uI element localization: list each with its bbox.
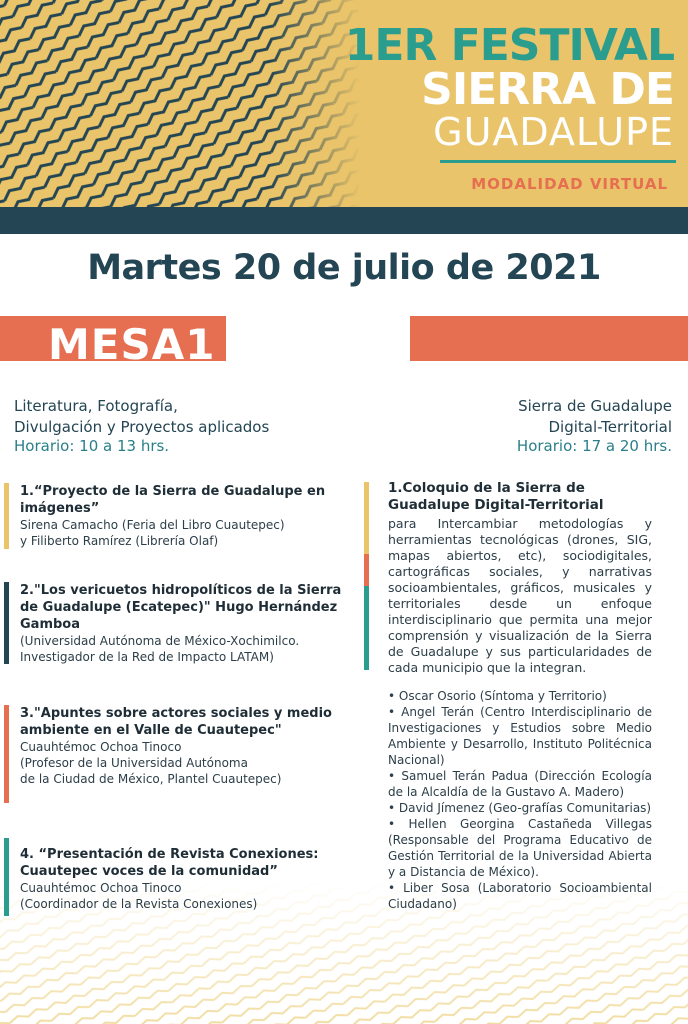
mesa2-topic-line-1: Sierra de Guadalupe (518, 397, 672, 415)
coloquio-accent-teal (364, 586, 369, 670)
participant-2: • Angel Terán (Centro Interdisciplinario de Investigaciones y Estudios sobre Medio Ambiente y Desarrollo, Instituto Politécnica Nacional) (388, 705, 652, 767)
coloquio-accent-coral (364, 554, 369, 586)
mesa2-label: MESA2 (422, 320, 590, 361)
mesa2-horario: Horario: 17 a 20 hrs. (516, 437, 672, 455)
mesa2-topic-line-2: Digital-Territorial (548, 418, 672, 436)
coloquio-title: 1.Coloquio de la Sierra de Guadalupe Digital-Territorial (388, 480, 604, 513)
festival-title-line-2: SIERRA DE (421, 64, 674, 115)
coloquio-description: para Intercambiar metodologías y herramientas tecnológicas (drones, SIG, mapas abiertos, etc), sociodigitales, cartográficas sociales, y narrativas socioambientales, gráficos, musicales y territoriales desde un enfoque interdisciplinario que permita una mejor comprensión y visualización de la Sierra de Guadalupe y sus particularidades de cada municipio que la integran. (388, 516, 652, 675)
title-divider (440, 160, 676, 163)
participant-4: • David Jímenez (Geo-grafías Comunitarias) (388, 801, 652, 815)
mesa1-item-3 (20, 705, 350, 787)
item-3-accent-bar (4, 705, 9, 803)
mesa1-topic (14, 396, 334, 438)
item-3-title: 3."Apuntes sobre actores sociales y medio ambiente en el Valle de Cuautepec" (20, 706, 332, 738)
mesa1-item-4 (20, 846, 350, 912)
item-1-line-2: y Filiberto Ramírez (Librería Olaf) (20, 534, 219, 548)
festival-title-line-1: 1ER FESTIVAL (344, 20, 674, 71)
participant-6: • Liber Sosa (Laboratorio Socioambiental Ciudadano) (388, 881, 652, 911)
mesa2-topic (372, 396, 672, 438)
mesa1-topic-line-1: Literatura, Fotografía, (14, 397, 178, 415)
mesa1-item-2 (20, 582, 350, 665)
item-1-title: 1.“Proyecto de la Sierra de Guadalupe en imágenes” (20, 484, 326, 516)
item-4-title: 4. “Presentación de Revista Conexiones: Cuautepec voces de la comunidad” (20, 847, 319, 879)
item-3-line-2: (Profesor de la Universidad Autónoma (20, 756, 248, 770)
mesa1-label: MESA1 (48, 320, 216, 361)
item-2-line-2: Investigador de la Red de Impacto LATAM) (20, 650, 274, 664)
mesa1-horario: Horario: 10 a 13 hrs. (14, 437, 170, 455)
participants-list (388, 688, 652, 912)
coloquio-block (388, 480, 652, 676)
festival-title-line-3: GUADALUPE (433, 110, 674, 154)
mesa1-topic-line-2: Divulgación y Proyectos aplicados (14, 418, 270, 436)
item-2-title: 2."Los vericuetos hidropolíticos de la Sierra de Guadalupe (Ecatepec)" Hugo Hernández Gamboa (20, 583, 342, 632)
item-4-accent-bar (4, 838, 9, 916)
item-4-line-2: (Coordinador de la Revista Conexiones) (20, 897, 258, 911)
mesa2-label-bar (410, 316, 688, 361)
item-3-line-1: Cuauhtémoc Ochoa Tinoco (20, 740, 182, 754)
header-banner (0, 0, 688, 210)
item-1-accent-bar (4, 483, 9, 549)
coloquio-accent-yellow (364, 482, 369, 554)
mesa1-label-bar (0, 316, 226, 361)
zigzag-pattern (0, 0, 360, 210)
participant-1: • Oscar Osorio (Síntoma y Territorio) (388, 689, 607, 703)
event-date: Martes 20 de julio de 2021 (87, 248, 601, 288)
item-2-line-1: (Universidad Autónoma de México-Xochimilco. (20, 634, 300, 648)
item-2-accent-bar (4, 582, 9, 664)
mesa1-item-1 (20, 483, 350, 549)
header-band (0, 207, 688, 234)
participant-5: • Hellen Georgina Castañeda Villegas (Responsable del Programa Educativo de Gestión Territorial de la Universidad Abierta y a Distancia de México). (388, 817, 652, 879)
participant-3: • Samuel Terán Padua (Dirección Ecología de la Alcaldía de la Gustavo A. Madero) (388, 769, 652, 799)
item-3-line-3: de la Ciudad de México, Plantel Cuautepec) (20, 772, 282, 786)
item-4-line-1: Cuauhtémoc Ochoa Tinoco (20, 881, 182, 895)
modality-label: MODALIDAD VIRTUAL (471, 175, 668, 193)
item-1-line-1: Sirena Camacho (Feria del Libro Cuautepec) (20, 518, 285, 532)
